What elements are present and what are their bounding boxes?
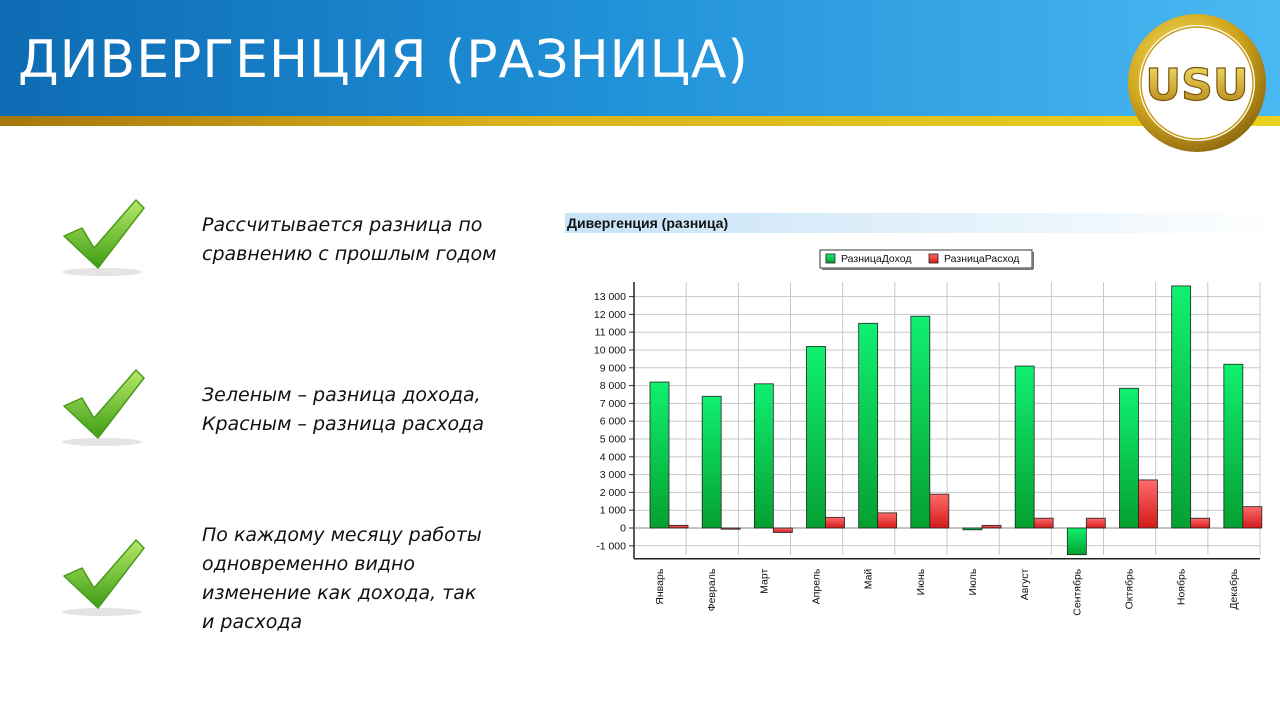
- income-bar: [1067, 528, 1086, 555]
- legend-swatch-expense: [929, 254, 938, 263]
- chart-title: Дивергенция (разница): [567, 215, 729, 231]
- expense-bar: [826, 517, 845, 528]
- income-bar: [1172, 286, 1191, 528]
- expense-bar: [669, 525, 688, 528]
- y-tick-label: 9 000: [599, 362, 626, 375]
- x-category-label: Июль: [967, 568, 980, 596]
- expense-bar: [982, 525, 1001, 528]
- x-category-label: Февраль: [706, 568, 719, 612]
- legend-label-income: РазницаДоход: [841, 253, 912, 265]
- chart-title-bar: [565, 213, 1275, 233]
- expense-bar: [1086, 518, 1105, 528]
- y-tick-label: 1 000: [599, 504, 626, 517]
- x-category-label: Декабрь: [1227, 568, 1240, 610]
- income-bar: [807, 346, 826, 528]
- income-bar: [754, 384, 773, 528]
- y-tick-label: 11 000: [594, 326, 626, 339]
- checkmark-icon: [58, 366, 150, 448]
- x-category-label: Май: [862, 568, 875, 590]
- y-tick-label: 13 000: [593, 291, 626, 304]
- x-category-label: Август: [1019, 568, 1032, 601]
- y-tick-label: 5 000: [599, 433, 626, 446]
- expense-bar: [930, 494, 949, 528]
- expense-bar: [1139, 480, 1158, 528]
- logo-text: USU: [1145, 60, 1249, 111]
- x-category-label: Ноябрь: [1175, 568, 1188, 606]
- bullet-text: Зеленым – разница дохода, Красным – разница расхода: [202, 384, 484, 435]
- y-tick-label: -1 000: [596, 540, 626, 553]
- income-bar: [650, 382, 669, 528]
- x-category-label: Апрель: [810, 568, 823, 605]
- bullet-text: Рассчитывается разница по сравнению с прошлым годом: [202, 214, 497, 265]
- header-gold-strip: [0, 116, 1280, 126]
- expense-bar: [878, 513, 897, 528]
- legend-label-expense: РазницаРасход: [944, 253, 1020, 265]
- income-bar: [859, 323, 878, 528]
- usu-logo: [1126, 12, 1268, 154]
- y-tick-label: 12 000: [593, 308, 626, 321]
- income-bar: [702, 396, 721, 528]
- checkmark-icon: [58, 196, 150, 278]
- y-tick-label: 8 000: [599, 380, 626, 393]
- x-category-label: Март: [758, 568, 771, 594]
- income-bar: [911, 316, 930, 528]
- y-tick-label: 7 000: [599, 397, 626, 410]
- y-tick-label: 4 000: [599, 451, 626, 464]
- x-category-label: Октябрь: [1123, 568, 1136, 610]
- checkmark-icon: [58, 536, 150, 618]
- expense-bar: [773, 528, 792, 532]
- divergence-chart: [560, 240, 1280, 640]
- income-bar: [1015, 366, 1034, 528]
- expense-bar: [1034, 518, 1053, 528]
- expense-bar: [1191, 518, 1210, 528]
- x-category-label: Январь: [654, 568, 667, 605]
- expense-bar: [1243, 507, 1262, 528]
- income-bar: [1224, 364, 1243, 528]
- legend-swatch-income: [826, 254, 835, 263]
- income-bar: [1120, 388, 1139, 528]
- bullet-text: По каждому месяцу работы одновременно видно изменение как дохода, так и расхода: [202, 524, 482, 633]
- y-tick-label: 10 000: [593, 344, 626, 357]
- x-category-label: Сентябрь: [1071, 568, 1084, 616]
- y-tick-label: 3 000: [599, 469, 626, 482]
- x-category-label: Июнь: [914, 568, 927, 596]
- page-title: ДИВЕРГЕНЦИЯ (РАЗНИЦА): [18, 30, 749, 90]
- income-bar: [963, 528, 982, 530]
- expense-bar: [721, 528, 740, 529]
- chart-legend: [820, 250, 1033, 269]
- y-tick-label: 0: [620, 522, 626, 535]
- y-tick-label: 6 000: [599, 415, 626, 428]
- y-tick-label: 2 000: [599, 486, 626, 499]
